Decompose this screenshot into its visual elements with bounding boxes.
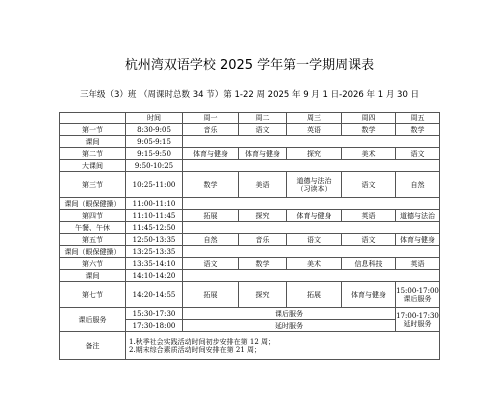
class-cell: 自然 [183,234,239,246]
class-cell: 道德与法治 [396,210,440,222]
break-row [60,136,440,148]
class-cell: 英语 [396,258,440,270]
break-row [60,160,440,172]
class-cell: 体育与健身 [396,234,440,246]
period-row [60,234,440,246]
class-cell: 道德与法治 （习读本） [287,172,342,198]
break-time: 11:45-12:50 [126,222,183,234]
class-cell: 语文 [342,172,396,198]
class-cell: 拓展 [287,282,342,308]
break-span [183,246,440,258]
class-cell: 体育与健身 [287,210,342,222]
period-label: 第六节 [60,258,126,270]
note-line: 1.秋季社会实践活动时间初步安排在第 12 周； [129,337,276,346]
class-cell: 探究 [239,210,287,222]
break-row [60,198,440,210]
class-cell: 数学 [396,124,440,136]
after-school-text: 延时服务 [183,320,396,332]
class-cell: 语文 [342,234,396,246]
break-row [60,246,440,258]
break-time: 9:50-10:25 [126,160,183,172]
class-cell: 拓展 [183,210,239,222]
header-cell: 周一 [183,113,239,124]
break-label: 课间 [60,136,126,148]
header-corner [60,113,126,124]
header-cell: 周四 [342,113,396,124]
break-span [183,136,440,148]
period-row [60,124,440,136]
header-cell: 周二 [239,113,287,124]
notes-row [60,332,440,360]
period-label: 第三节 [60,172,126,198]
period-row [60,210,440,222]
class-cell: 数学 [342,124,396,136]
break-label: 课间（眼保健操） [60,246,126,258]
class-cell: 体育与健身 [183,148,239,160]
header-cell: 周三 [287,113,342,124]
class-cell: 语文 [239,124,287,136]
after-school-time: 17:30-18:00 [126,320,183,332]
break-time: 14:10-14:20 [126,270,183,282]
header-cell: 周五 [396,113,440,124]
class-cell: 探究 [287,148,342,160]
period-label: 第七节 [60,282,126,308]
period-time: 9:15-9:50 [126,148,183,160]
period-time: 13:35-14:10 [126,258,183,270]
class-cell: 语文 [183,258,239,270]
class-cell: 体育与健身 [239,148,287,160]
period-time: 12:50-13:35 [126,234,183,246]
break-span [183,160,440,172]
class-cell: 数学 [239,258,287,270]
break-label: 午餐、午休 [60,222,126,234]
timetable [59,112,440,360]
after-school-label: 课后服务 [60,308,126,332]
period-time: 10:25-11:00 [126,172,183,198]
period-time: 14:20-14:55 [126,282,183,308]
class-cell: 音乐 [239,234,287,246]
note-line: 2.期末综合素质活动时间安排在第 21 周； [129,345,262,354]
period-label: 第一节 [60,124,126,136]
notes-label: 备注 [60,332,126,360]
class-cell: 语文 [287,234,342,246]
period-row [60,258,440,270]
class-cell: 拓展 [183,282,239,308]
schedule-title: 杭州湾双语学校 2025 学年第一学期周课表 [124,58,375,73]
break-row [60,222,440,234]
friday-after-school-cell: 15:00-17:00 课后服务 [396,282,440,308]
period-label: 第五节 [60,234,126,246]
period-row [60,148,440,160]
class-cell: 美语 [239,172,287,198]
class-cell: 语文 [396,148,440,160]
class-cell: 美术 [342,148,396,160]
break-time: 13:25-13:35 [126,246,183,258]
break-time: 11:00-11:10 [126,198,183,210]
period-time: 8:30-9:05 [126,124,183,136]
class-cell: 体育与健身 [342,282,396,308]
break-span [183,198,440,210]
break-span [183,270,440,282]
class-cell: 英语 [287,124,342,136]
break-row [60,270,440,282]
period-time: 11:10-11:45 [126,210,183,222]
after-school-text: 课后服务 [183,308,396,320]
notes-content [126,332,440,360]
schedule-subtitle: 三年级（3）班 （周课时总数 34 节）第 1-22 周 2025 年 9 月 1 日-2026 年 1 月 30 日 [79,90,420,100]
class-cell: 信息科技 [342,258,396,270]
after-school-time: 15:30-17:30 [126,308,183,320]
class-cell: 英语 [342,210,396,222]
class-cell: 数学 [183,172,239,198]
break-label: 课间（眼保健操） [60,198,126,210]
header-cell: 时间 [126,113,183,124]
header-row [60,113,440,124]
break-time: 9:05-9:15 [126,136,183,148]
after-school-row [60,308,440,320]
break-label: 课间 [60,270,126,282]
break-label: 大课间 [60,160,126,172]
break-span [183,222,440,234]
period-label: 第二节 [60,148,126,160]
friday-extended-cell: 17:00-17:30 延时服务 [396,308,440,332]
period-row [60,282,440,308]
class-cell: 探究 [239,282,287,308]
period-label: 第四节 [60,210,126,222]
period-row [60,172,440,198]
class-cell: 美术 [287,258,342,270]
class-cell: 音乐 [183,124,239,136]
class-cell: 自然 [396,172,440,198]
